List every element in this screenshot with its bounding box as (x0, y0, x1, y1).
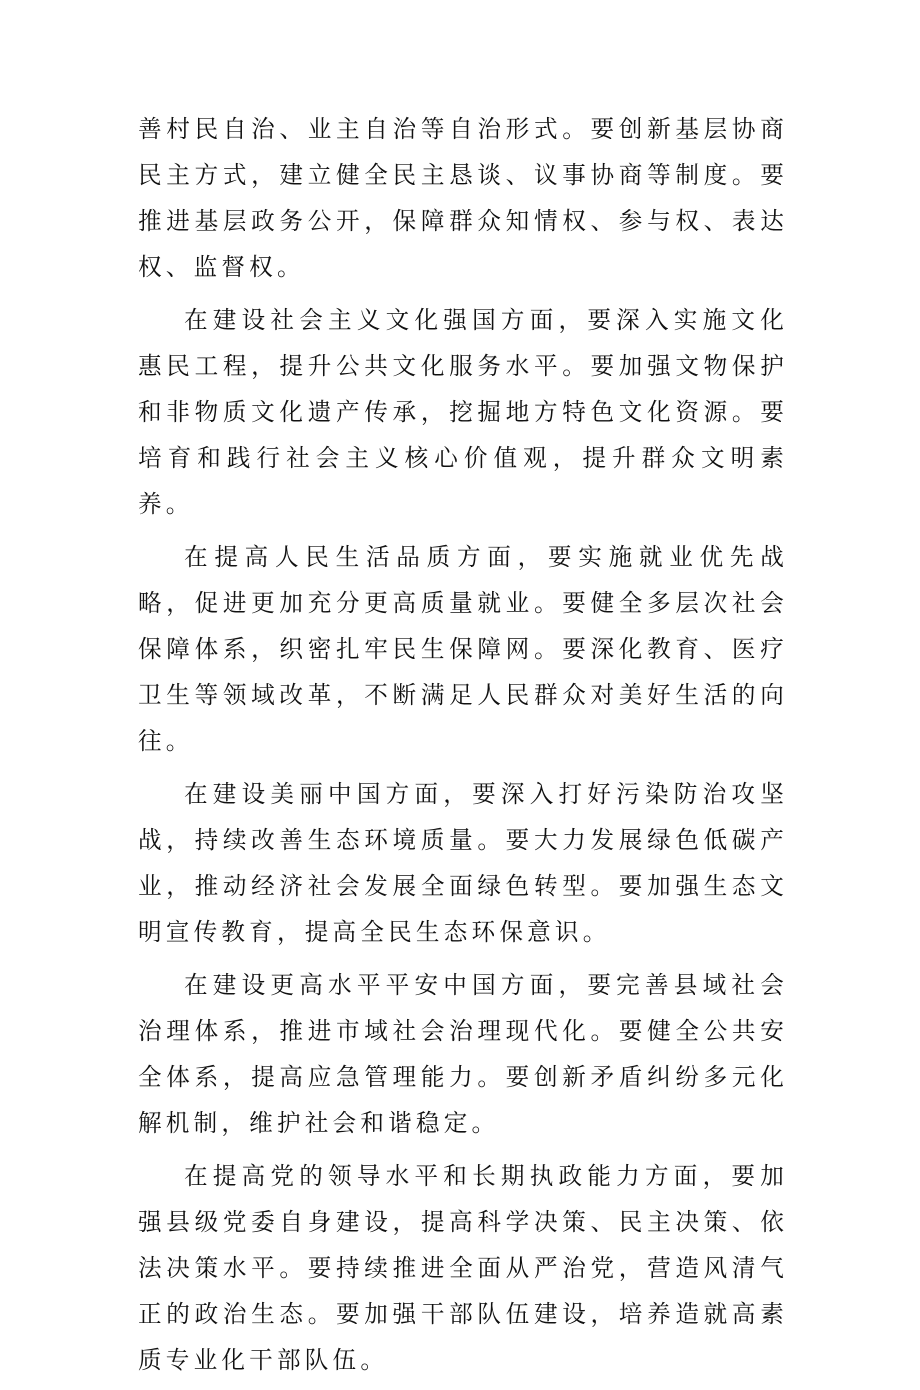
paragraph-livelihood: 在提高人民生活品质方面，要实施就业优先战略，促进更加充分更高质量就业。要健全多层次社会保障体系，织密扎牢民生保障网。要深化教育、医疗卫生等领域改革，不断满足人民群众对美好生活的向往。 (138, 543, 788, 755)
paragraph-continuation: 善村民自治、业主自治等自治形式。要创新基层协商民主方式，建立健全民主恳谈、议事协商等制度。要推进基层政务公开，保障群众知情权、参与权、表达权、监督权。 (138, 115, 788, 281)
document-body (138, 106, 788, 1390)
paragraph-ecology: 在建设美丽中国方面，要深入打好污染防治攻坚战，持续改善生态环境质量。要大力发展绿色低碳产业，推动经济社会发展全面绿色转型。要加强生态文明宣传教育，提高全民生态环保意识。 (138, 780, 788, 946)
paragraph-culture: 在建设社会主义文化强国方面，要深入实施文化惠民工程，提升公共文化服务水平。要加强文物保护和非物质文化遗产传承，挖掘地方特色文化资源。要培育和践行社会主义核心价值观，提升群众文明素养。 (138, 306, 788, 518)
paragraph-party-leadership: 在提高党的领导水平和长期执政能力方面，要加强县级党委自身建设，提高科学决策、民主决策、依法决策水平。要持续推进全面从严治党，营造风清气正的政治生态。要加强干部队伍建设，培养造就高素质专业化干部队伍。 (138, 1162, 788, 1374)
paragraph-safety: 在建设更高水平平安中国方面，要完善县域社会治理体系，推进市域社会治理现代化。要健全公共安全体系，提高应急管理能力。要创新矛盾纠纷多元化解机制，维护社会和谐稳定。 (138, 971, 788, 1137)
